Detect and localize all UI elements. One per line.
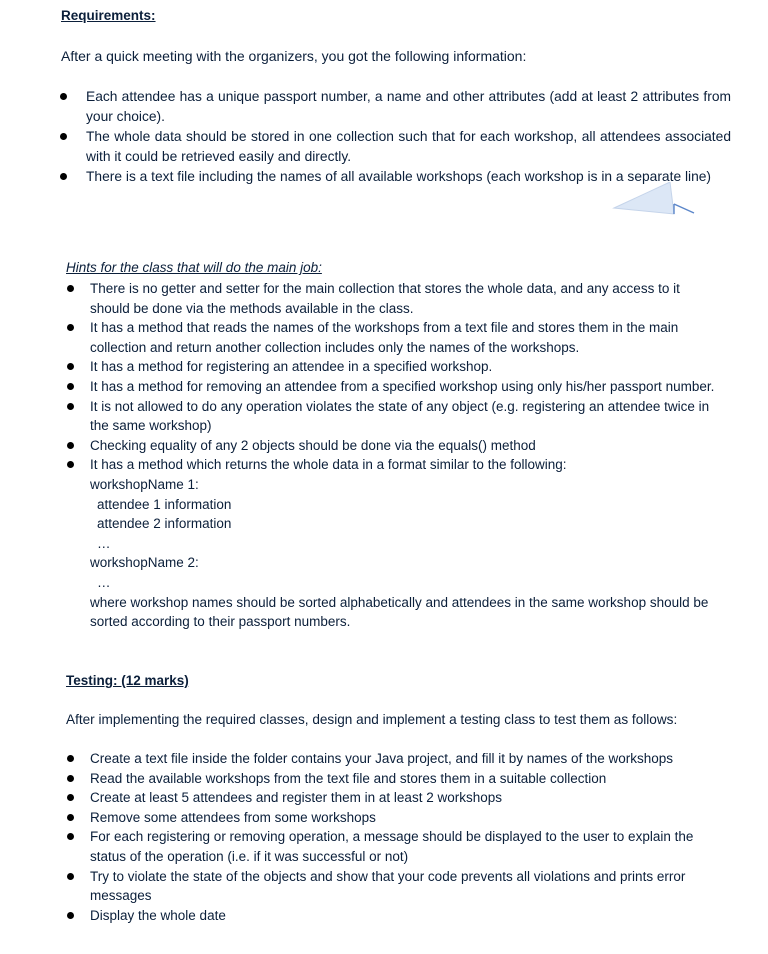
requirements-list <box>86 87 731 187</box>
testing-list <box>90 749 715 925</box>
bullet-icon <box>67 873 74 880</box>
list-item: Each attendee has a unique passport number, a name and other attributes (add at least 2 attributes from your choice). <box>86 87 731 127</box>
testing-intro: After implementing the required classes, design and implement a testing class to test them as follows: <box>66 712 678 727</box>
bullet-icon <box>67 363 74 370</box>
testing-heading: Testing: (12 marks) <box>66 673 189 688</box>
format-ellipsis: … <box>97 535 111 551</box>
list-item: It is not allowed to do any operation violates the state of any object (e.g. registering an attendee twice in the same workshop) <box>90 397 715 436</box>
bullet-icon <box>67 833 74 840</box>
list-item: It has a method that reads the names of the workshops from a text file and stores them in the main collection and return another collection includes only the names of the workshops. <box>90 318 715 357</box>
list-item: Read the available workshops from the text file and stores them in a suitable collection <box>90 769 715 789</box>
format-workshop-name: workshopName 2: <box>90 555 199 571</box>
bullet-icon <box>60 133 67 140</box>
decorative-shape-icon <box>612 182 696 216</box>
list-item: There is a text file including the names of all available workshops (each workshop is in a separate line) <box>86 167 731 187</box>
requirements-intro: After a quick meeting with the organizers, you got the following information: <box>61 48 527 64</box>
bullet-icon <box>67 775 74 782</box>
format-attendee-line: attendee 1 information <box>97 496 232 512</box>
list-item: Create a text file inside the folder contains your Java project, and fill it by names of the workshops <box>90 749 715 769</box>
bullet-icon <box>60 93 67 100</box>
list-item: It has a method for registering an attendee in a specified workshop. <box>90 357 715 377</box>
bullet-icon <box>67 794 74 801</box>
format-workshop-name: workshopName 1: <box>90 476 199 492</box>
bullet-icon <box>67 324 74 331</box>
list-item: It has a method for removing an attendee from a specified workshop using only his/her passport number. <box>90 377 715 397</box>
output-format-example <box>90 475 715 632</box>
bullet-icon <box>67 814 74 821</box>
bullet-icon <box>67 285 74 292</box>
list-item: It has a method which returns the whole data in a format similar to the following: workshopName 1: attendee 1 information attendee 2 information … workshopName 2: … where workshop names should be sorted alphabetically and attendees in the same workshop should be sorted according to their passport numbers. <box>90 455 715 631</box>
format-attendee-line: attendee 2 information <box>97 516 232 532</box>
hints-list <box>90 279 715 632</box>
list-item: For each registering or removing operation, a message should be displayed to the user to explain the status of the operation (i.e. if it was successful or not) <box>90 827 715 866</box>
bullet-icon <box>67 442 74 449</box>
bullet-icon <box>67 383 74 390</box>
hints-heading: Hints for the class that will do the main job: <box>66 260 322 275</box>
bullet-icon <box>67 755 74 762</box>
list-item: The whole data should be stored in one collection such that for each workshop, all attendees associated with it could be retrieved easily and directly. <box>86 127 731 167</box>
format-note: where workshop names should be sorted alphabetically and attendees in the same workshop should be sorted according to their passport numbers. <box>90 594 709 630</box>
bullet-icon <box>67 912 74 919</box>
list-item: Display the whole date <box>90 906 715 926</box>
bullet-icon <box>67 403 74 410</box>
format-ellipsis: … <box>97 574 111 590</box>
list-item: Remove some attendees from some workshops <box>90 808 715 828</box>
bullet-icon <box>60 173 67 180</box>
list-item: Checking equality of any 2 objects should be done via the equals() method <box>90 436 715 456</box>
list-item: There is no getter and setter for the main collection that stores the whole data, and any access to it should be done via the methods available in the class. <box>90 279 715 318</box>
list-item: Create at least 5 attendees and register them in at least 2 workshops <box>90 788 715 808</box>
bullet-icon <box>67 461 74 468</box>
requirements-heading: Requirements: <box>61 8 156 23</box>
list-item: Try to violate the state of the objects and show that your code prevents all violations and prints error messages <box>90 867 715 906</box>
